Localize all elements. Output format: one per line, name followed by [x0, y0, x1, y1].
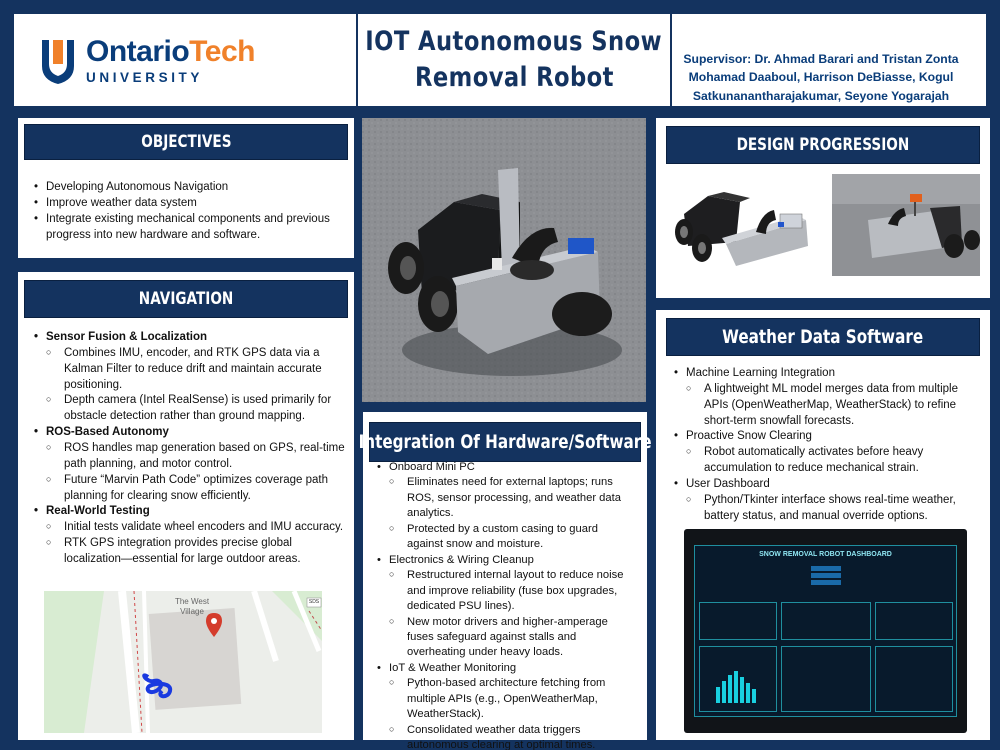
- list-item: ○ Protected by a custom casing to guard against snow and moisture.: [377, 522, 637, 553]
- nav-section-title: • Real-World Testing: [34, 504, 346, 520]
- dashboard-window: [694, 545, 957, 717]
- integration-list: [377, 460, 637, 750]
- objectives-heading: OBJECTIVES: [24, 124, 348, 160]
- map-badge: SDS: [308, 599, 320, 605]
- dashboard-current-weather: [699, 602, 777, 640]
- map-place-label: The West Village: [174, 597, 210, 616]
- objectives-panel: [18, 118, 354, 258]
- list-item: ○ Depth camera (Intel RealSense) is used primarily for obstacle detection rather than ground mapping.: [34, 393, 346, 425]
- list-item: ○ Restructured internal layout to reduce noise and improve reliability (fuse box upgrades, dedicated PSU lines).: [377, 568, 637, 614]
- dashboard-status: [695, 560, 956, 564]
- supervisors: Supervisor: Dr. Ahmad Barari and Tristan Zonta: [683, 52, 959, 66]
- weather-section-title: • User Dashboard: [674, 477, 984, 493]
- navigation-heading: NAVIGATION: [24, 280, 348, 318]
- dashboard-additional: [875, 602, 953, 640]
- dashboard-robot-details: [781, 646, 871, 712]
- poster-title: [356, 14, 672, 106]
- list-item: • Improve weather data system: [34, 196, 334, 212]
- dashboard-chart: [699, 646, 777, 712]
- list-item: ○ A lightweight ML model merges data from multiple APIs (OpenWeatherMap, WeatherStack) to refine short-term snowfall forecasts.: [674, 382, 984, 430]
- list-item: ○ Robot automatically activates before heavy accumulation to reduce mechanical strain.: [674, 445, 984, 477]
- dashboard-button: [811, 580, 841, 585]
- logo-wordmark: OntarioTech: [86, 35, 255, 69]
- objectives-list: [34, 180, 334, 243]
- list-item: ○ Initial tests validate wheel encoders and IMU accuracy.: [34, 520, 346, 536]
- dashboard-button: [811, 573, 841, 578]
- gps-path-map: [44, 591, 322, 733]
- weather-list: [674, 366, 984, 525]
- ontariotech-shield-icon: [38, 36, 78, 86]
- design-panel: [656, 118, 990, 298]
- list-item: ○ Combines IMU, encoder, and RTK GPS data via a Kalman Filter to reduce drift and maintain accurate positioning.: [34, 346, 346, 394]
- nav-section-title: • Sensor Fusion & Localization: [34, 330, 346, 346]
- list-item: ○ Future “Marvin Path Code” optimizes coverage path planning for clearing snow efficiently.: [34, 473, 346, 505]
- nav-section-title: • ROS-Based Autonomy: [34, 425, 346, 441]
- list-item: ○ RTK GPS integration provides precise global localization—essential for large outdoor areas.: [34, 536, 346, 568]
- dashboard-notes: [875, 646, 953, 712]
- cad-render-image: [666, 174, 816, 276]
- navigation-panel: [18, 272, 354, 740]
- weather-section-title: • Proactive Snow Clearing: [674, 429, 984, 445]
- authors-line-3: Satkunanantharajakumar, Seyone Yogarajah: [692, 88, 950, 103]
- dashboard-forecast: [781, 602, 871, 640]
- dashboard-title: SNOW REMOVAL ROBOT DASHBOARD: [759, 551, 892, 558]
- integration-heading: Integration Of Hardware/Software: [369, 422, 641, 462]
- dashboard-button: [811, 566, 841, 571]
- list-item: • Integrate existing mechanical components and previous progress into new hardware and software.: [34, 212, 334, 244]
- title-line-1: IOT Autonomous Snow: [365, 26, 663, 58]
- list-item: ○ ROS handles map generation based on GPS, real-time path planning, and motor control.: [34, 441, 346, 473]
- robot-photo: [362, 118, 646, 402]
- list-item: ○ Eliminates need for external laptops; runs ROS, sensor processing, and weather data analytics.: [377, 475, 637, 521]
- university-logo: [38, 36, 255, 86]
- title-line-2: Removal Robot: [414, 62, 614, 93]
- dashboard-screenshot: [684, 529, 967, 733]
- authors-line-2: Mohamad Daaboul, Harrison DeBiasse, Kogul: [688, 70, 954, 85]
- list-item: • Developing Autonomous Navigation: [34, 180, 334, 196]
- prototype-photo: [832, 174, 980, 276]
- design-heading: DESIGN PROGRESSION: [666, 126, 980, 164]
- poster-header: [14, 14, 986, 106]
- weather-section-title: • Machine Learning Integration: [674, 366, 984, 382]
- list-item: ○ Python-based architecture fetching from multiple APIs (e.g., OpenWeatherMap, WeatherStack).: [377, 676, 637, 722]
- list-item: ○ New motor drivers and higher-amperage fuses safeguard against stalls and overheating under heavy loads.: [377, 615, 637, 661]
- list-item: ○ Python/Tkinter interface shows real-time weather, battery status, and manual override options.: [674, 493, 984, 525]
- logo-subtitle: UNIVERSITY: [86, 70, 204, 86]
- list-item: ○ Consolidated weather data triggers autonomous clearing at optimal times.: [377, 723, 637, 750]
- authors-block: [666, 50, 976, 105]
- integration-section-title: • IoT & Weather Monitoring: [377, 661, 637, 676]
- integration-panel: [358, 412, 652, 750]
- integration-section-title: • Onboard Mini PC: [377, 460, 637, 475]
- integration-section-title: • Electronics & Wiring Cleanup: [377, 553, 637, 568]
- weather-heading: Weather Data Software: [666, 318, 980, 356]
- navigation-list: [34, 330, 346, 568]
